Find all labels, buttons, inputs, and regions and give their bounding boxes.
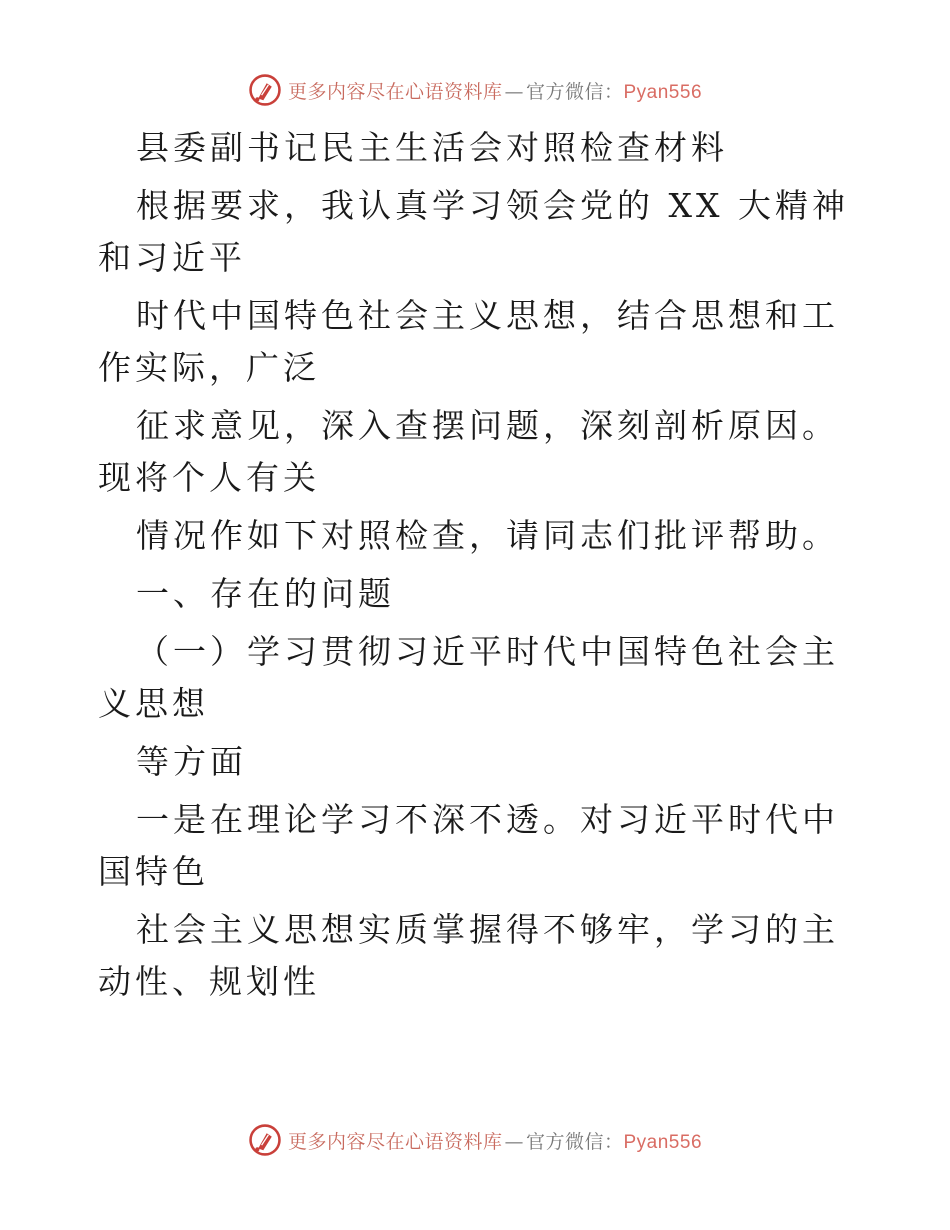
paragraph-4: 情况作如下对照检查，请同志们批评帮助。 bbox=[136, 516, 839, 555]
subsection-heading-1: （一）学习贯彻习近平时代中国特色社会主义思想 bbox=[98, 632, 839, 723]
pen-nib-logo-icon bbox=[248, 1123, 282, 1157]
section-heading-problems: 一、存在的问题 bbox=[136, 574, 395, 613]
watermark-main-text: 更多内容尽在心语资料库 bbox=[287, 80, 503, 103]
watermark-handle: Pyan556 bbox=[623, 1131, 703, 1153]
paragraph-5: 一是在理论学习不深不透。对习近平时代中国特色 bbox=[98, 800, 839, 891]
watermark-dash: — bbox=[504, 1130, 524, 1153]
header-watermark-banner bbox=[0, 70, 950, 110]
watermark-text bbox=[288, 77, 702, 104]
document-body bbox=[98, 122, 858, 1014]
watermark-text bbox=[288, 1127, 702, 1154]
watermark-wechat-label: 官方微信： bbox=[525, 1130, 624, 1153]
watermark-wechat-label: 官方微信： bbox=[525, 80, 624, 103]
watermark-dash: — bbox=[504, 80, 524, 103]
paragraph-3: 征求意见，深入查摆问题，深刻剖析原因。现将个人有关 bbox=[98, 406, 839, 497]
footer-watermark-banner bbox=[0, 1120, 950, 1160]
paragraph-1: 根据要求，我认真学习领会党的 XX 大精神和习近平 bbox=[98, 186, 849, 277]
document-title: 县委副书记民主生活会对照检查材料 bbox=[136, 128, 728, 167]
watermark-main-text: 更多内容尽在心语资料库 bbox=[287, 1130, 503, 1153]
subsection-heading-1-cont: 等方面 bbox=[136, 742, 247, 781]
pen-nib-logo-icon bbox=[248, 73, 282, 107]
paragraph-6: 社会主义思想实质掌握得不够牢，学习的主动性、规划性 bbox=[98, 910, 839, 1001]
watermark-handle: Pyan556 bbox=[623, 81, 703, 103]
paragraph-2: 时代中国特色社会主义思想，结合思想和工作实际，广泛 bbox=[98, 296, 839, 387]
